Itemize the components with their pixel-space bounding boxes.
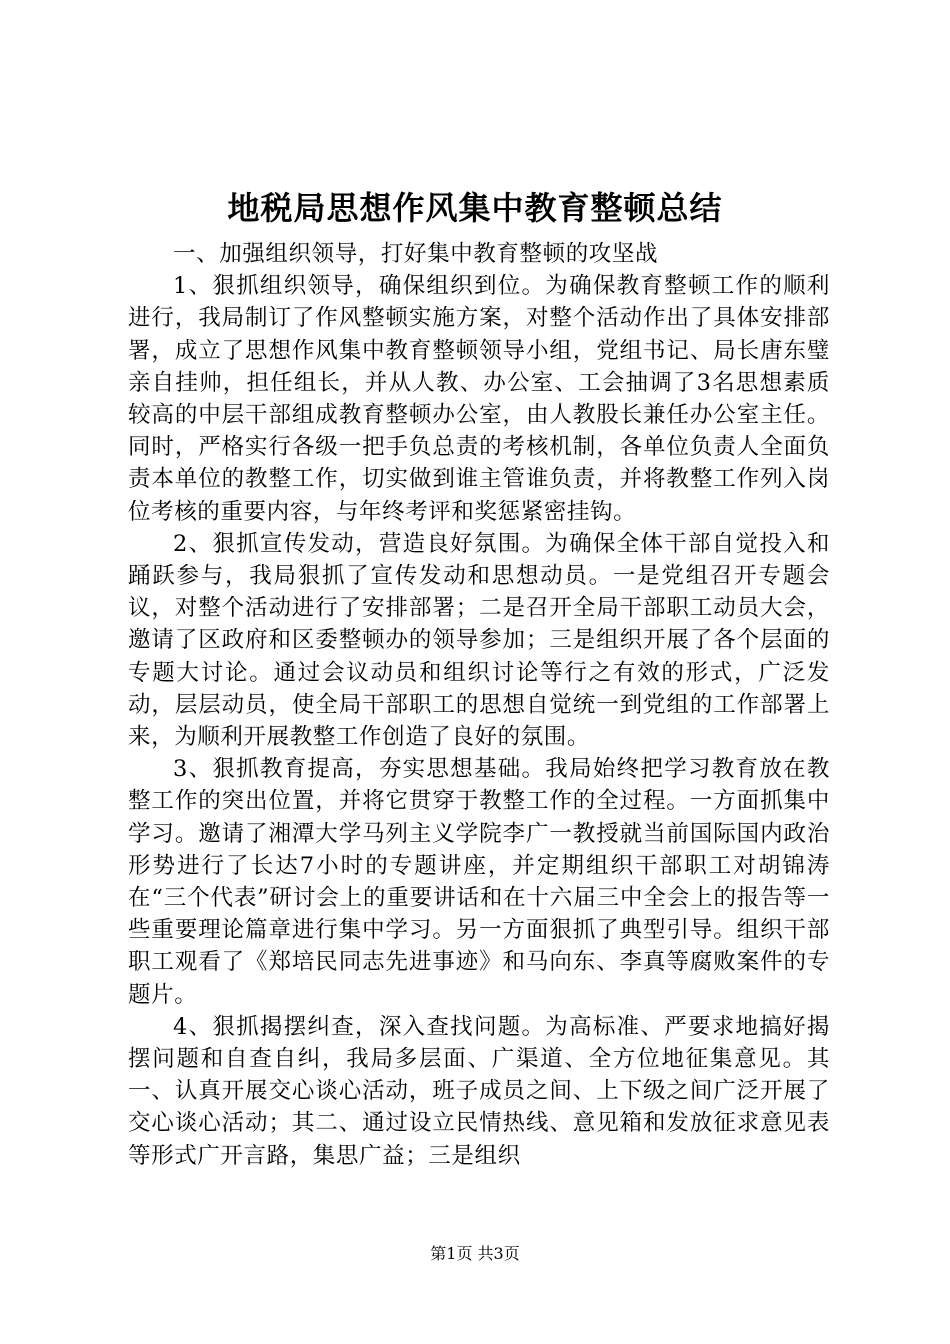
- paragraph-education: 3、狠抓教育提高，夯实思想基础。我局始终把学习教育放在教整工作的突出位置，并将它贯穿于教整工作的全过程。一方面抓集中学习。邀请了湘潭大学马列主义学院李广一教授就当前国际国内政治形势进行了长达7小时的专题讲座，并定期组织干部职工对胡锦涛在“三个代表”研讨会上的重要讲话和在十六届三中全会上的报告等一些重要理论篇章进行集中学习。另一方面狠抓了典型引导。组织干部职工观看了《郑培民同志先进事迹》和马向东、李真等腐败案件的专题片。: [128, 756, 830, 1008]
- paragraph-inspection: 4、狠抓揭摆纠查，深入查找问题。为高标准、严要求地搞好揭摆问题和自查自纠，我局多层面、广渠道、全方位地征集意见。其一、认真开展交心谈心活动，班子成员之间、上下级之间广泛开展了交心谈心活动；其二、通过设立民情热线、意见箱和发放征求意见表等形式广开言路，集思广益；三是组织: [128, 1013, 830, 1169]
- paragraph-publicity: 2、狠抓宣传发动，营造良好氛围。为确保全体干部自觉投入和踊跃参与，我局狠抓了宣传发动和思想动员。一是党组召开专题会议，对整个活动进行了安排部署；二是召开全局干部职工动员大会，邀请了区政府和区委整顿办的领导参加；三是组织开展了各个层面的专题大讨论。通过会议动员和组织讨论等行之有效的形式，广泛发动，层层动员，使全局干部职工的思想自觉统一到党组的工作部署上来，为顺利开展教整工作创造了良好的氛围。: [128, 530, 830, 751]
- section-heading: 一、加强组织领导，打好集中教育整顿的攻坚战: [173, 241, 659, 267]
- document-body: [128, 238, 830, 1172]
- page-title: 地税局思想作风集中教育整顿总结: [227, 189, 723, 227]
- page-number-footer: 第1页 共3页: [430, 1244, 520, 1263]
- paragraph-organization: 1、狠抓组织领导，确保组织到位。为确保教育整顿工作的顺利进行，我局制订了作风整顿实施方案，对整个活动作出了具体安排部署，成立了思想作风集中教育整顿领导小组，党组书记、局长唐东璧亲自挂帅，担任组长，并从人教、办公室、工会抽调了3名思想素质较高的中层干部组成教育整顿办公室，由人教股长兼任办公室主任。同时，严格实行各级一把手负总责的考核机制，各单位负责人全面负责本单位的教整工作，切实做到谁主管谁负责，并将教整工作列入岗位考核的重要内容，与年终考评和奖惩紧密挂钩。: [128, 273, 830, 525]
